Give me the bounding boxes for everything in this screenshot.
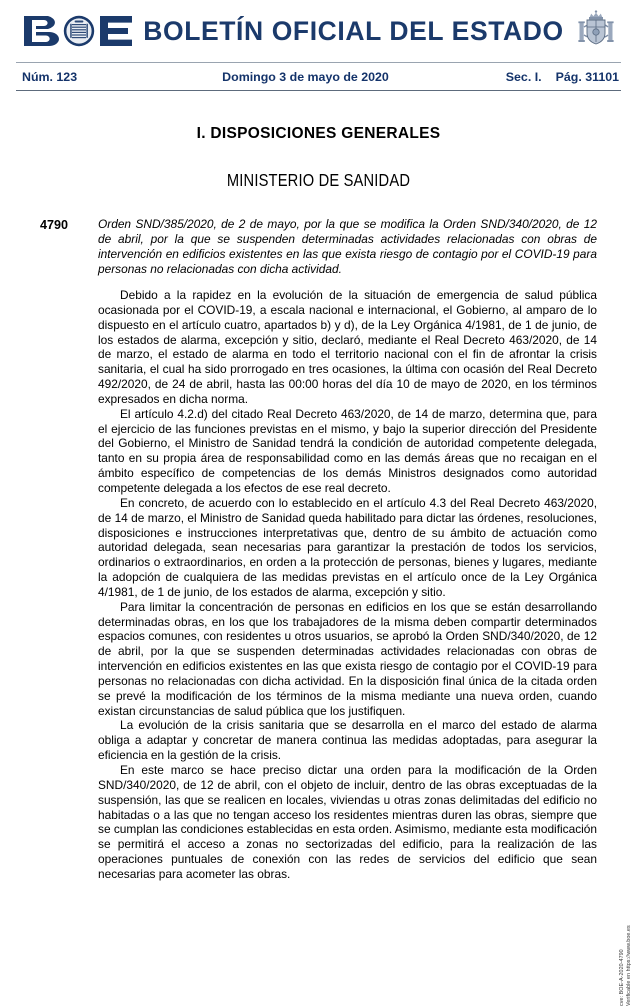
- document-body: [0, 125, 637, 881]
- paragraph: La evolución de la crisis sanitaria que se desarrolla en el marco del estado de alarma obliga a adaptar y concretar de manera continua las medidas adoptadas, para asegurar la eficiencia en la gestión de la crisis.: [98, 718, 597, 763]
- paragraph: Para limitar la concentración de personas en edificios en los que se están desarrollando determinadas obras, en los que los trabajadores de la misma deben compartir determinados espacios comunes, con residentes u otros usuarios, se aprobó la Orden SND/340/2020, de 12 de abril, por la que se suspenden determinadas actividades relacionadas con obras de intervención en edificios existentes en las que exista riesgo de contagio por el COVID-19 para personas no relacionadas con dicha actividad. En la disposición final única de la citada orden se prevé la modificación de los términos de la misma mediante una nueva orden, cuando existan circunstancias de salud pública que los justifiquen.: [98, 599, 597, 718]
- paragraph: Debido a la rapidez en la evolución de la situación de emergencia de salud pública ocasionada por el COVID-19, a escala nacional e internacional, el Gobierno, al amparo de lo dispuesto en el artículo cuatro, apartados b) y d), de la Ley Orgánica 4/1981, de 1 de junio, de los estados de alarma, excepción y sitio, declaró, mediante el Real Decreto 463/2020, de 14 de marzo, el estado de alarma en todo el territorio nacional con el fin de afrontar la crisis sanitaria, el cual ha sido prorrogado en tres ocasiones, la última con ocasión del Real Decreto 492/2020, de 24 de abril, hasta las 00:00 horas del día 10 de mayo de 2020, en los términos expresados en dicha norma.: [98, 288, 597, 406]
- boe-logo-icon: [22, 14, 134, 48]
- spain-coat-of-arms-icon: [576, 8, 616, 54]
- order-summary: Orden SND/385/2020, de 2 de mayo, por la que se modifica la Orden SND/340/2020, de 12 de abril, por la que se suspenden determinadas actividades relacionadas con obras de intervención en edificios existentes en las que exista riesgo de contagio por el COVID-19 para personas no relacionadas con dicha actividad.: [98, 217, 597, 277]
- paragraph: En este marco se hace preciso dictar una orden para la modificación de la Orden SND/340/2020, de 12 de abril, con el objeto de incluir, dentro de las obras exceptuadas de la suspensión, las que se realicen en locales, viviendas u otras zonas delimitadas del edificio no habitadas o a las que no tengan acceso los residentes mientras duren las obras, siempre que se cumplan las condiciones establecidas en esta orden. Asimismo, mediante esta modificación se permitirá el acceso a zonas no sectorizadas del edificio, para la realización de las operaciones puntuales de conexión con las redes de servicios del edificio que sean necesarias para acometer las obras.: [98, 763, 598, 881]
- ministry-heading: MINISTERIO DE SANIDAD: [226, 170, 411, 191]
- cve-identifier: cve: BOE-A-2020-4790: [619, 949, 625, 1006]
- issue-date: Domingo 3 de mayo de 2020: [222, 69, 389, 84]
- masthead: [0, 0, 637, 62]
- order-number: 4790: [40, 218, 69, 233]
- page-title: BOLETÍN OFICIAL DEL ESTADO: [143, 15, 564, 46]
- paragraph: En concreto, de acuerdo con lo establecido en el artículo 4.3 del Real Decreto 463/2020, de 14 de marzo, el Ministro de Sanidad queda habilitado para dictar las órdenes, resoluciones, disposiciones e instrucciones interpretativas que, dentro de su ámbito de actuación como autoridad delegada, sean necesarias para garantizar la prestación de todos los servicios, ordinarios o extraordinarios, en orden a la protección de personas, bienes y lugares, mediante la adopción de cualquiera de las medidas previstas en el artículo once de la Ley Orgánica 4/1981, de 1 de junio, de los estados de alarma, excepción y sitio.: [98, 495, 597, 599]
- section-heading: I. DISPOSICIONES GENERALES: [196, 125, 441, 143]
- cve-margin-text: [619, 856, 633, 1006]
- issue-number: Núm. 123: [22, 69, 78, 84]
- infobar: [0, 63, 637, 90]
- cve-verify-url: Verificable en https://www.boe.es: [626, 925, 632, 1006]
- page-number-label: Pág. 31101: [555, 69, 619, 84]
- preamble-paragraphs: [40, 288, 597, 882]
- section-label: Sec. I.: [505, 69, 542, 84]
- coat-of-arms: [573, 8, 619, 54]
- header-rule-bottom: [16, 90, 621, 91]
- order-heading: [40, 217, 597, 277]
- paragraph: El artículo 4.2.d) del citado Real Decreto 463/2020, de 14 de marzo, determina que, para el ejercicio de las funciones previstas en el mismo, y bajo la superior dirección del Presidente del Gobierno, el Ministro de Sanidad tendrá la condición de autoridad competente delegada, tanto en su propia área de responsabilidad como en las demás áreas que no recaigan en el ámbito específico de competencias de los demás Ministros designados como autoridad competente delegada a los efectos de ese real decreto.: [98, 406, 597, 495]
- section-and-page: [439, 70, 619, 84]
- boe-logo: [22, 14, 140, 48]
